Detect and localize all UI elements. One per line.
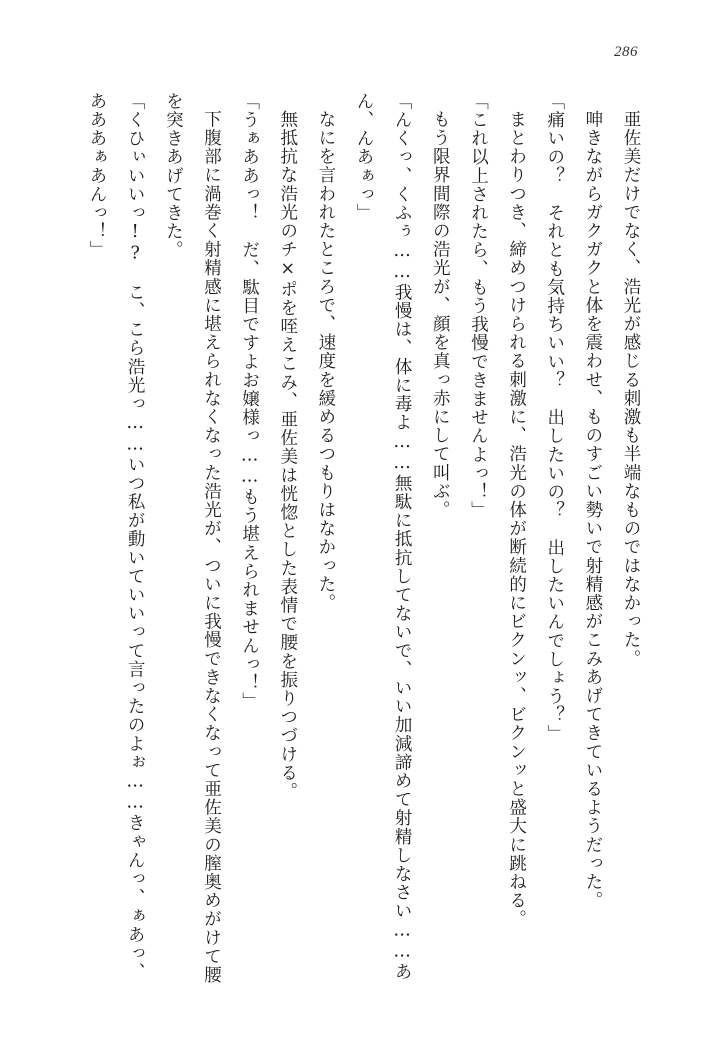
paragraph: 「んくっ、くふぅ……我慢は、体に毒よ……無駄に抵抗してないで、いい加減諦めて射精しなさい……あん、んあぁっ」 [354, 92, 413, 982]
paragraph: 「痛いの？ それとも気持ちいい？ 出したいの？ 出したいんでしょう？」 [544, 92, 565, 743]
paragraph: 呻きながらガクガクと体を震わせ、ものすごい勢いで射精感がこみあげてきているようだった。 [582, 109, 603, 910]
paragraph: 「これ以上されたら、もう我慢できませんよっ！」 [468, 92, 489, 520]
paragraph: 亜佐美だけでなく、浩光が感じる刺激も半端なものではなかった。 [621, 109, 641, 668]
paragraph: 「うぁああっ！ だ、駄目ですよお嬢様っ……もう堪えられませんっ！」 [239, 92, 260, 711]
page-number: 286 [614, 44, 638, 60]
page-body-text [87, 92, 650, 992]
paragraph: 「くひぃいいっ!? こ、こら浩光っ……いつ私が動いていいって言ったのよぉ……きゃんっ、ぁあっ、あああぁあんっ！」 [87, 92, 146, 982]
paragraph: 無抵抗な浩光のチ×ポを咥えこみ、亜佐美は恍惚とした表情で腰を振りつづける。 [277, 109, 298, 801]
paragraph: なにを言われたところで、速度を緩めるつもりはなかった。 [315, 109, 336, 612]
paragraph: もう限界間際の浩光が、顔を真っ赤にして叫ぶ。 [430, 109, 451, 519]
paragraph: 下腹部に渦巻く射精感に堪えられなくなった浩光が、ついに我慢できなくなって亜佐美の膣奥めがけて腰を突きあげてきた。 [163, 92, 222, 984]
paragraph: まとわりつき、締めつけられる刺激に、浩光の体が断続的にビクンッ、ビクンッと盛大に跳ねる。 [506, 109, 527, 928]
